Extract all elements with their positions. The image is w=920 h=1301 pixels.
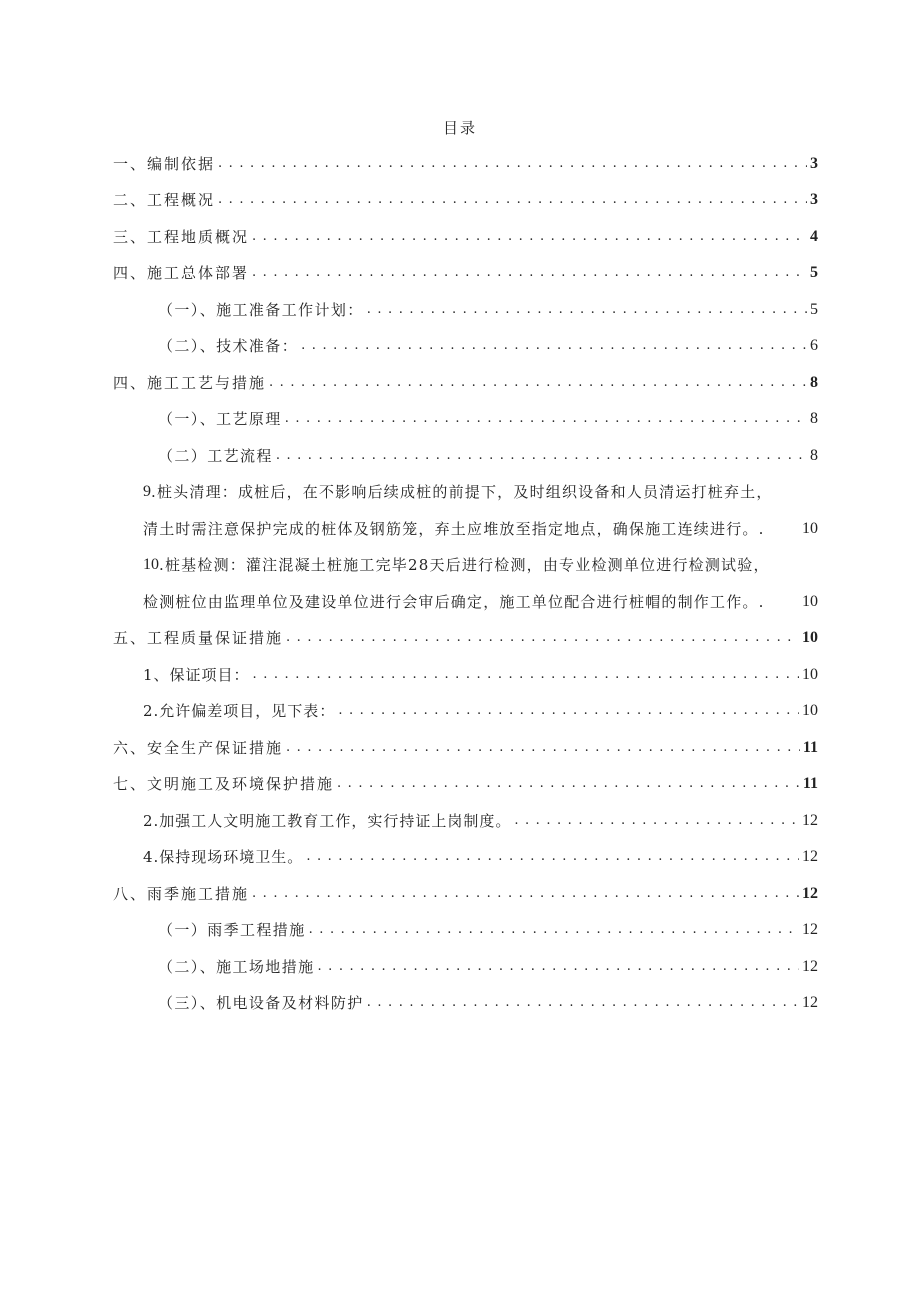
toc-entry-page: 5	[810, 300, 818, 318]
toc-entry[interactable]	[113, 216, 818, 253]
toc-entry[interactable]	[113, 143, 818, 180]
toc-entry-label: （一）、施工准备工作计划：	[158, 300, 364, 319]
toc-leader-dots	[318, 957, 799, 977]
toc-list	[113, 143, 818, 1019]
toc-entry[interactable]	[113, 764, 818, 801]
toc-entry-page: 10	[802, 519, 818, 537]
toc-entry-page: 10	[802, 702, 818, 719]
toc-entry-page: 12	[802, 994, 818, 1011]
toc-entry-label: 二、工程概况	[113, 191, 216, 209]
toc-entry-para-line1[interactable]	[113, 472, 818, 509]
toc-leader-dots	[252, 263, 807, 283]
toc-entry-label: （二）、施工场地措施	[158, 957, 315, 976]
toc-entry-label: 四、施工工艺与措施	[113, 373, 267, 392]
toc-entry-para-line1[interactable]	[113, 545, 818, 582]
toc-leader-dots	[252, 884, 799, 904]
toc-entry-label: 4.保持现场环境卫生。	[143, 848, 304, 866]
toc-leader-dots	[285, 409, 807, 429]
toc-entry-label: （一）、工艺原理	[158, 410, 282, 428]
toc-leader-dots	[269, 373, 807, 393]
toc-entry-para-line2[interactable]	[113, 581, 818, 618]
toc-leader-dots	[286, 738, 800, 758]
toc-entry-page: 5	[810, 264, 818, 281]
toc-leader-dots	[218, 154, 807, 174]
toc-entry-label: （二）工艺流程	[158, 446, 273, 465]
toc-entry-label: 1、保证项目：	[143, 665, 250, 684]
toc-entry[interactable]	[113, 289, 818, 326]
toc-entry[interactable]	[113, 983, 818, 1020]
toc-entry-text: 检测桩位由监理单位及建设单位进行会审后确定，施工单位配合进行桩帽的制作工作。.	[143, 592, 765, 611]
toc-entry-page: 8	[810, 373, 818, 391]
toc-entry-page: 11	[802, 775, 818, 792]
toc-entry[interactable]	[113, 654, 818, 691]
toc-entry[interactable]	[113, 618, 818, 655]
toc-leader-dots	[252, 227, 807, 247]
toc-entry-page: 12	[802, 811, 818, 829]
toc-entry[interactable]	[113, 910, 818, 947]
toc-leader-dots	[309, 920, 799, 940]
toc-entry-label: （一）雨季工程措施	[158, 921, 306, 939]
toc-entry[interactable]	[113, 399, 818, 436]
toc-entry[interactable]	[113, 946, 818, 983]
toc-entry[interactable]	[113, 435, 818, 472]
toc-entry-text: .桩头清理：成桩后，在不影响后续成桩的前提下，及时组织设备和人员清运打桩弃土，	[151, 483, 773, 501]
toc-entry-para-line2[interactable]	[113, 508, 818, 545]
toc-entry-page: 11	[802, 738, 818, 756]
toc-entry[interactable]	[113, 800, 818, 837]
toc-entry-text: .桩基检测：灌注混凝土桩施工完毕28天后进行检测，由专业检测单位进行检测试验，	[159, 556, 770, 574]
toc-entry-label: 八、雨季施工措施	[113, 884, 250, 903]
toc-entry-page: 8	[810, 410, 818, 427]
toc-entry[interactable]	[113, 691, 818, 728]
toc-entry-label: 四、施工总体部署	[113, 264, 250, 282]
toc-entry-label: 五、工程质量保证措施	[113, 629, 284, 647]
toc-entry[interactable]	[113, 326, 818, 363]
toc-leader-dots	[286, 628, 799, 648]
toc-entry-label: 2.加强工人文明施工教育工作，实行持证上岗制度。	[143, 811, 512, 830]
toc-entry-page: 4	[810, 227, 818, 245]
toc-leader-dots	[253, 665, 799, 685]
toc-entry-number: 9	[143, 483, 151, 500]
toc-entry-page: 12	[802, 848, 818, 865]
toc-leader-dots	[514, 811, 799, 831]
toc-entry-page: 3	[810, 191, 818, 208]
toc-leader-dots	[367, 993, 799, 1013]
toc-leader-dots	[367, 300, 807, 320]
toc-entry-label: 三、工程地质概况	[113, 227, 250, 246]
toc-entry-text: 清土时需注意保护完成的桩体及钢筋笼，弃土应堆放至指定地点，确保施工连续进行。.	[143, 519, 765, 538]
toc-entry-label: 2.允许偏差项目，见下表：	[143, 702, 336, 720]
toc-entry[interactable]	[113, 362, 818, 399]
toc-entry-page: 3	[810, 154, 818, 172]
toc-entry-page: 12	[802, 957, 818, 975]
toc-entry-number: 10	[143, 556, 159, 573]
toc-entry[interactable]	[113, 180, 818, 217]
toc-entry-page: 10	[802, 592, 818, 610]
toc-entry-page: 8	[810, 446, 818, 464]
toc-leader-dots	[306, 847, 799, 867]
toc-entry[interactable]	[113, 727, 818, 764]
toc-entry-label: 六、安全生产保证措施	[113, 738, 284, 757]
toc-title: 目录	[442, 119, 477, 137]
toc-leader-dots	[301, 336, 807, 356]
toc-leader-dots	[218, 190, 807, 210]
toc-entry-page: 12	[802, 884, 818, 902]
toc-entry-page: 10	[802, 629, 818, 646]
toc-entry-page: 6	[810, 337, 818, 354]
toc-leader-dots	[276, 446, 807, 466]
toc-entry-label: 七、文明施工及环境保护措施	[113, 775, 335, 793]
toc-entry-label: 一、编制依据	[113, 154, 216, 173]
toc-entry[interactable]	[113, 873, 818, 910]
toc-entry-label: （三）、机电设备及材料防护	[158, 994, 364, 1012]
toc-entry[interactable]	[113, 253, 818, 290]
toc-leader-dots	[337, 774, 800, 794]
toc-entry-page: 12	[802, 921, 818, 938]
toc-leader-dots	[338, 701, 799, 721]
toc-entry-page: 10	[802, 665, 818, 683]
toc-entry[interactable]	[113, 837, 818, 874]
toc-entry-label: （二）、技术准备：	[158, 337, 299, 355]
